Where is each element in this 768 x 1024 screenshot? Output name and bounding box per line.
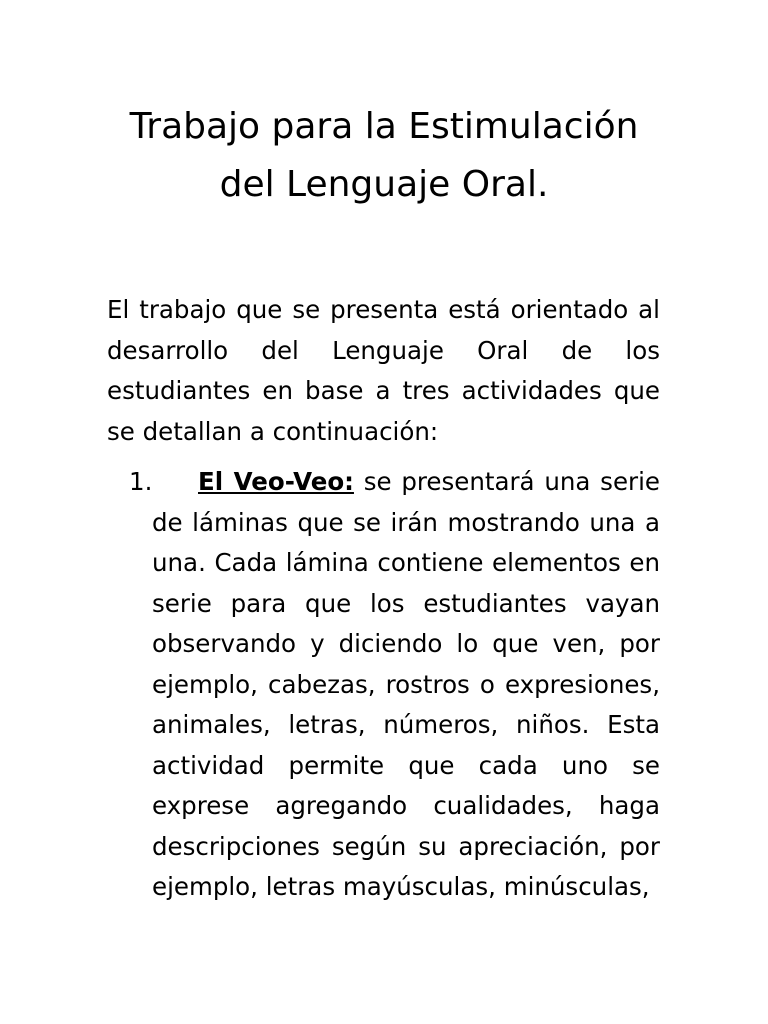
title-line-1: Trabajo para la Estimulación <box>129 106 639 147</box>
document-title <box>60 98 708 214</box>
list-item-heading: El Veo-Veo: <box>198 467 354 496</box>
list-item-text: se presentará una serie de láminas que se irán mostrando una a una. Cada lámina contiene elementos en serie para que los estudiantes vayan observando y diciendo lo que ven, por ejemplo, cabezas, rostros o expresiones, animales, letras, números, niños. Esta actividad permite que cada uno se exprese agregando cualidades, haga descripciones según su apreciación, por ejemplo, letras mayúsculas, minúsculas, <box>152 467 660 901</box>
intro-paragraph: El trabajo que se presenta está orientado al desarrollo del Lenguaje Oral de los estudiantes en base a tres actividades que se detallan a continuación: <box>107 295 660 446</box>
list-item <box>107 462 660 908</box>
title-line-2: del Lenguaje Oral. <box>219 164 549 205</box>
list-item-number: 1. <box>129 467 153 496</box>
activity-list <box>107 462 660 908</box>
